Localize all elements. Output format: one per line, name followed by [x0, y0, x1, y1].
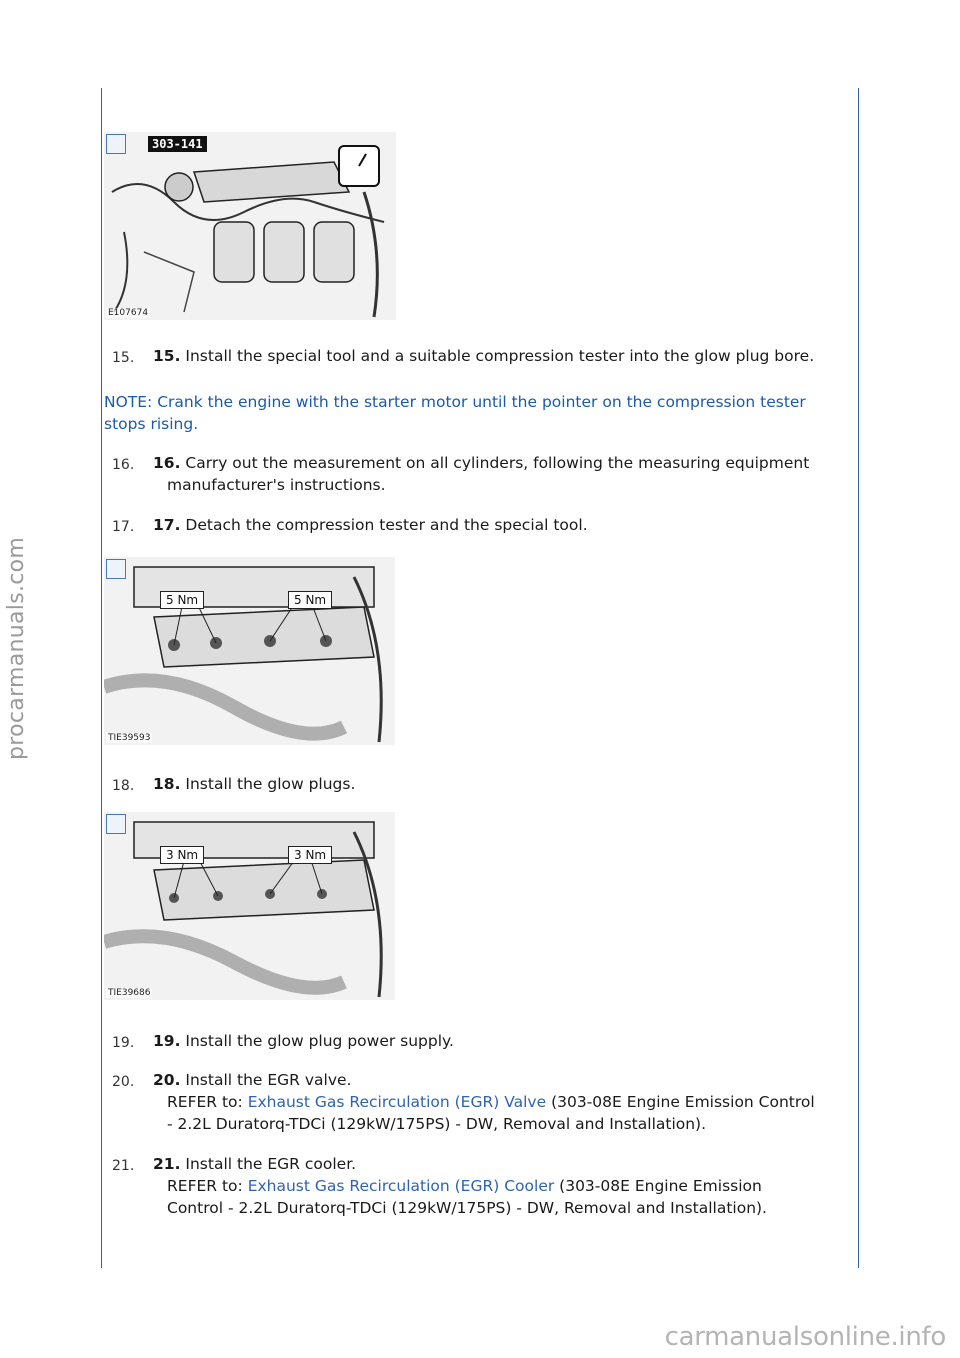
step-21 [112, 1153, 856, 1219]
step-text: Install the EGR valve. [185, 1071, 352, 1089]
step-20 [112, 1069, 856, 1135]
step-bold-number: 21. [153, 1155, 181, 1173]
step-text: Install the special tool and a suitable compression tester into the glow plug bore. [185, 347, 815, 365]
step-bold-number: 17. [153, 516, 181, 534]
step-17 [112, 514, 856, 536]
step-bold-number: 19. [153, 1032, 181, 1050]
figure-id: TIE39686 [108, 988, 151, 998]
refer-suffix: (303-08E Engine Emission Control [546, 1093, 815, 1111]
step-15 [112, 345, 856, 367]
step-number: 21. [112, 1158, 135, 1174]
step-text-continued: manufacturer's instructions. [167, 476, 386, 494]
step-bold-number: 15. [153, 347, 181, 365]
egr-cooler-link[interactable]: Exhaust Gas Recirculation (EGR) Cooler [247, 1177, 555, 1195]
step-text: Install the glow plug power supply. [185, 1032, 454, 1050]
step-text: Install the EGR cooler. [185, 1155, 357, 1173]
refer-suffix: (303-08E Engine Emission [554, 1177, 762, 1195]
step-bold-number: 16. [153, 454, 181, 472]
note-text: NOTE: Crank the engine with the starter motor until the pointer on the compression tester stops rising. [104, 393, 806, 433]
figure-id: E107674 [108, 308, 149, 318]
zoom-icon[interactable] [106, 134, 126, 154]
engine-illustration [104, 557, 395, 745]
step-19 [112, 1030, 856, 1052]
bottom-watermark: carmanualsonline.info [664, 1322, 946, 1352]
step-text: Carry out the measurement on all cylinders, following the measuring equipment [185, 454, 810, 472]
zoom-icon[interactable] [106, 559, 126, 579]
step-bold-number: 20. [153, 1071, 181, 1089]
refer-line [167, 1175, 856, 1197]
refer-prefix: REFER to: [167, 1177, 248, 1195]
side-watermark: procarmanuals.com [4, 536, 29, 760]
torque-label-right: 5 Nm [288, 591, 332, 609]
egr-valve-link[interactable]: Exhaust Gas Recirculation (EGR) Valve [247, 1093, 547, 1111]
step-16 [112, 452, 856, 496]
step-number: 18. [112, 778, 135, 794]
torque-label-right: 3 Nm [288, 846, 332, 864]
engine-figure-glow-plugs-3nm [104, 812, 395, 1000]
right-rule [858, 88, 859, 1268]
step-bold-number: 18. [153, 775, 181, 793]
refer-continued: - 2.2L Duratorq-TDCi (129kW/175PS) - DW, Removal and Installation). [167, 1115, 707, 1133]
engine-figure-compression-tester [104, 132, 396, 320]
engine-illustration [104, 132, 396, 320]
engine-illustration [104, 812, 395, 1000]
step-text: Detach the compression tester and the special tool. [185, 516, 588, 534]
zoom-icon[interactable] [106, 814, 126, 834]
refer-prefix: REFER to: [167, 1093, 248, 1111]
engine-figure-glow-plugs-5nm [104, 557, 395, 745]
special-tool-label: 303-141 [148, 136, 207, 152]
step-number: 20. [112, 1074, 135, 1090]
refer-line [167, 1091, 856, 1113]
refer-continued: Control - 2.2L Duratorq-TDCi (129kW/175PS) - DW, Removal and Installation). [167, 1199, 767, 1217]
torque-label-left: 3 Nm [160, 846, 204, 864]
step-number: 17. [112, 519, 135, 535]
step-text: Install the glow plugs. [185, 775, 356, 793]
step-18 [112, 773, 856, 795]
step-number: 15. [112, 350, 135, 366]
step-number: 16. [112, 457, 135, 473]
figure-id: TIE39593 [108, 733, 151, 743]
step-number: 19. [112, 1035, 135, 1051]
left-rule [101, 88, 102, 1268]
torque-label-left: 5 Nm [160, 591, 204, 609]
